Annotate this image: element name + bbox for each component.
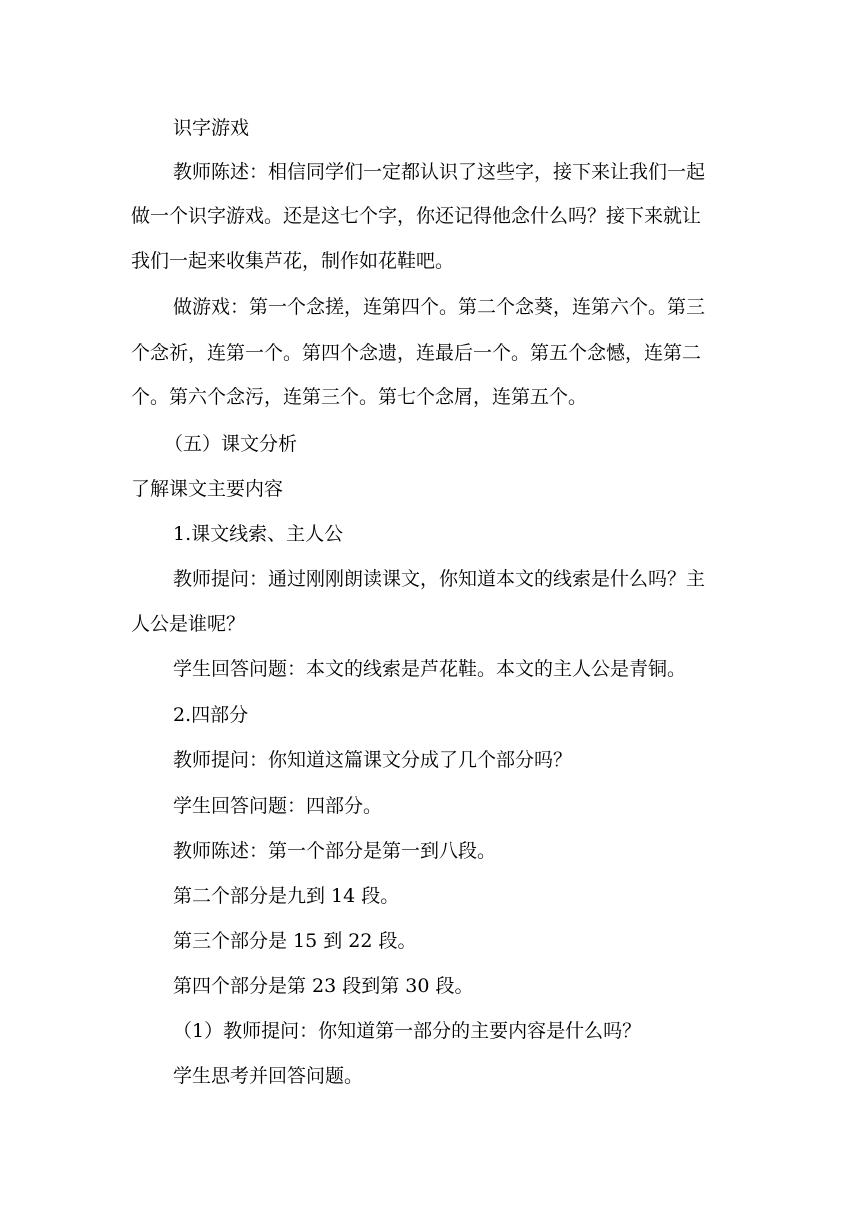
paragraph-line: 个。第六个念污，连第三个。第七个念屑，连第五个。 bbox=[131, 386, 588, 408]
heading-literacy-game: 识字游戏 bbox=[173, 117, 250, 139]
paragraph-line: （1）教师提问：你知道第一部分的主要内容是什么吗？ bbox=[173, 1020, 642, 1042]
paragraph-line: 我们一起来收集芦花，制作如花鞋吧。 bbox=[131, 250, 455, 272]
paragraph-line: 做一个识字游戏。还是这七个字，你还记得他念什么吗？接下来就让 bbox=[131, 205, 702, 227]
paragraph-line: 教师陈述：相信同学们一定都认识了这些字，接下来让我们一起 bbox=[173, 161, 706, 183]
paragraph-line: 教师提问：通过刚刚朗读课文，你知道本文的线索是什么吗？主 bbox=[173, 568, 706, 590]
subheading: 了解课文主要内容 bbox=[131, 478, 284, 500]
paragraph-line: 学生回答问题：四部分。 bbox=[173, 795, 383, 817]
paragraph-line: 教师陈述：第一个部分是第一到八段。 bbox=[173, 840, 497, 862]
paragraph-line: 教师提问：你知道这篇课文分成了几个部分吗？ bbox=[173, 749, 573, 771]
paragraph-line: 第三个部分是 15 到 22 段。 bbox=[173, 930, 417, 952]
paragraph-line: 第四个部分是第 23 段到第 30 段。 bbox=[173, 975, 474, 997]
section-heading: （五）课文分析 bbox=[164, 433, 298, 455]
paragraph-line: 个念祈，连第一个。第四个念遗，连最后一个。第五个念憾，连第二 bbox=[131, 342, 702, 364]
paragraph-line: 做游戏：第一个念搓，连第四个。第二个念葵，连第六个。第三 bbox=[173, 296, 706, 318]
paragraph-line: 学生思考并回答问题。 bbox=[173, 1065, 364, 1087]
paragraph-line: 学生回答问题：本文的线索是芦花鞋。本文的主人公是青铜。 bbox=[173, 658, 687, 680]
paragraph-line: 人公是谁呢？ bbox=[131, 613, 246, 635]
numbered-heading: 1.课文线索、主人公 bbox=[173, 523, 344, 545]
numbered-heading: 2.四部分 bbox=[173, 704, 249, 726]
paragraph-line: 第二个部分是九到 14 段。 bbox=[173, 885, 400, 907]
